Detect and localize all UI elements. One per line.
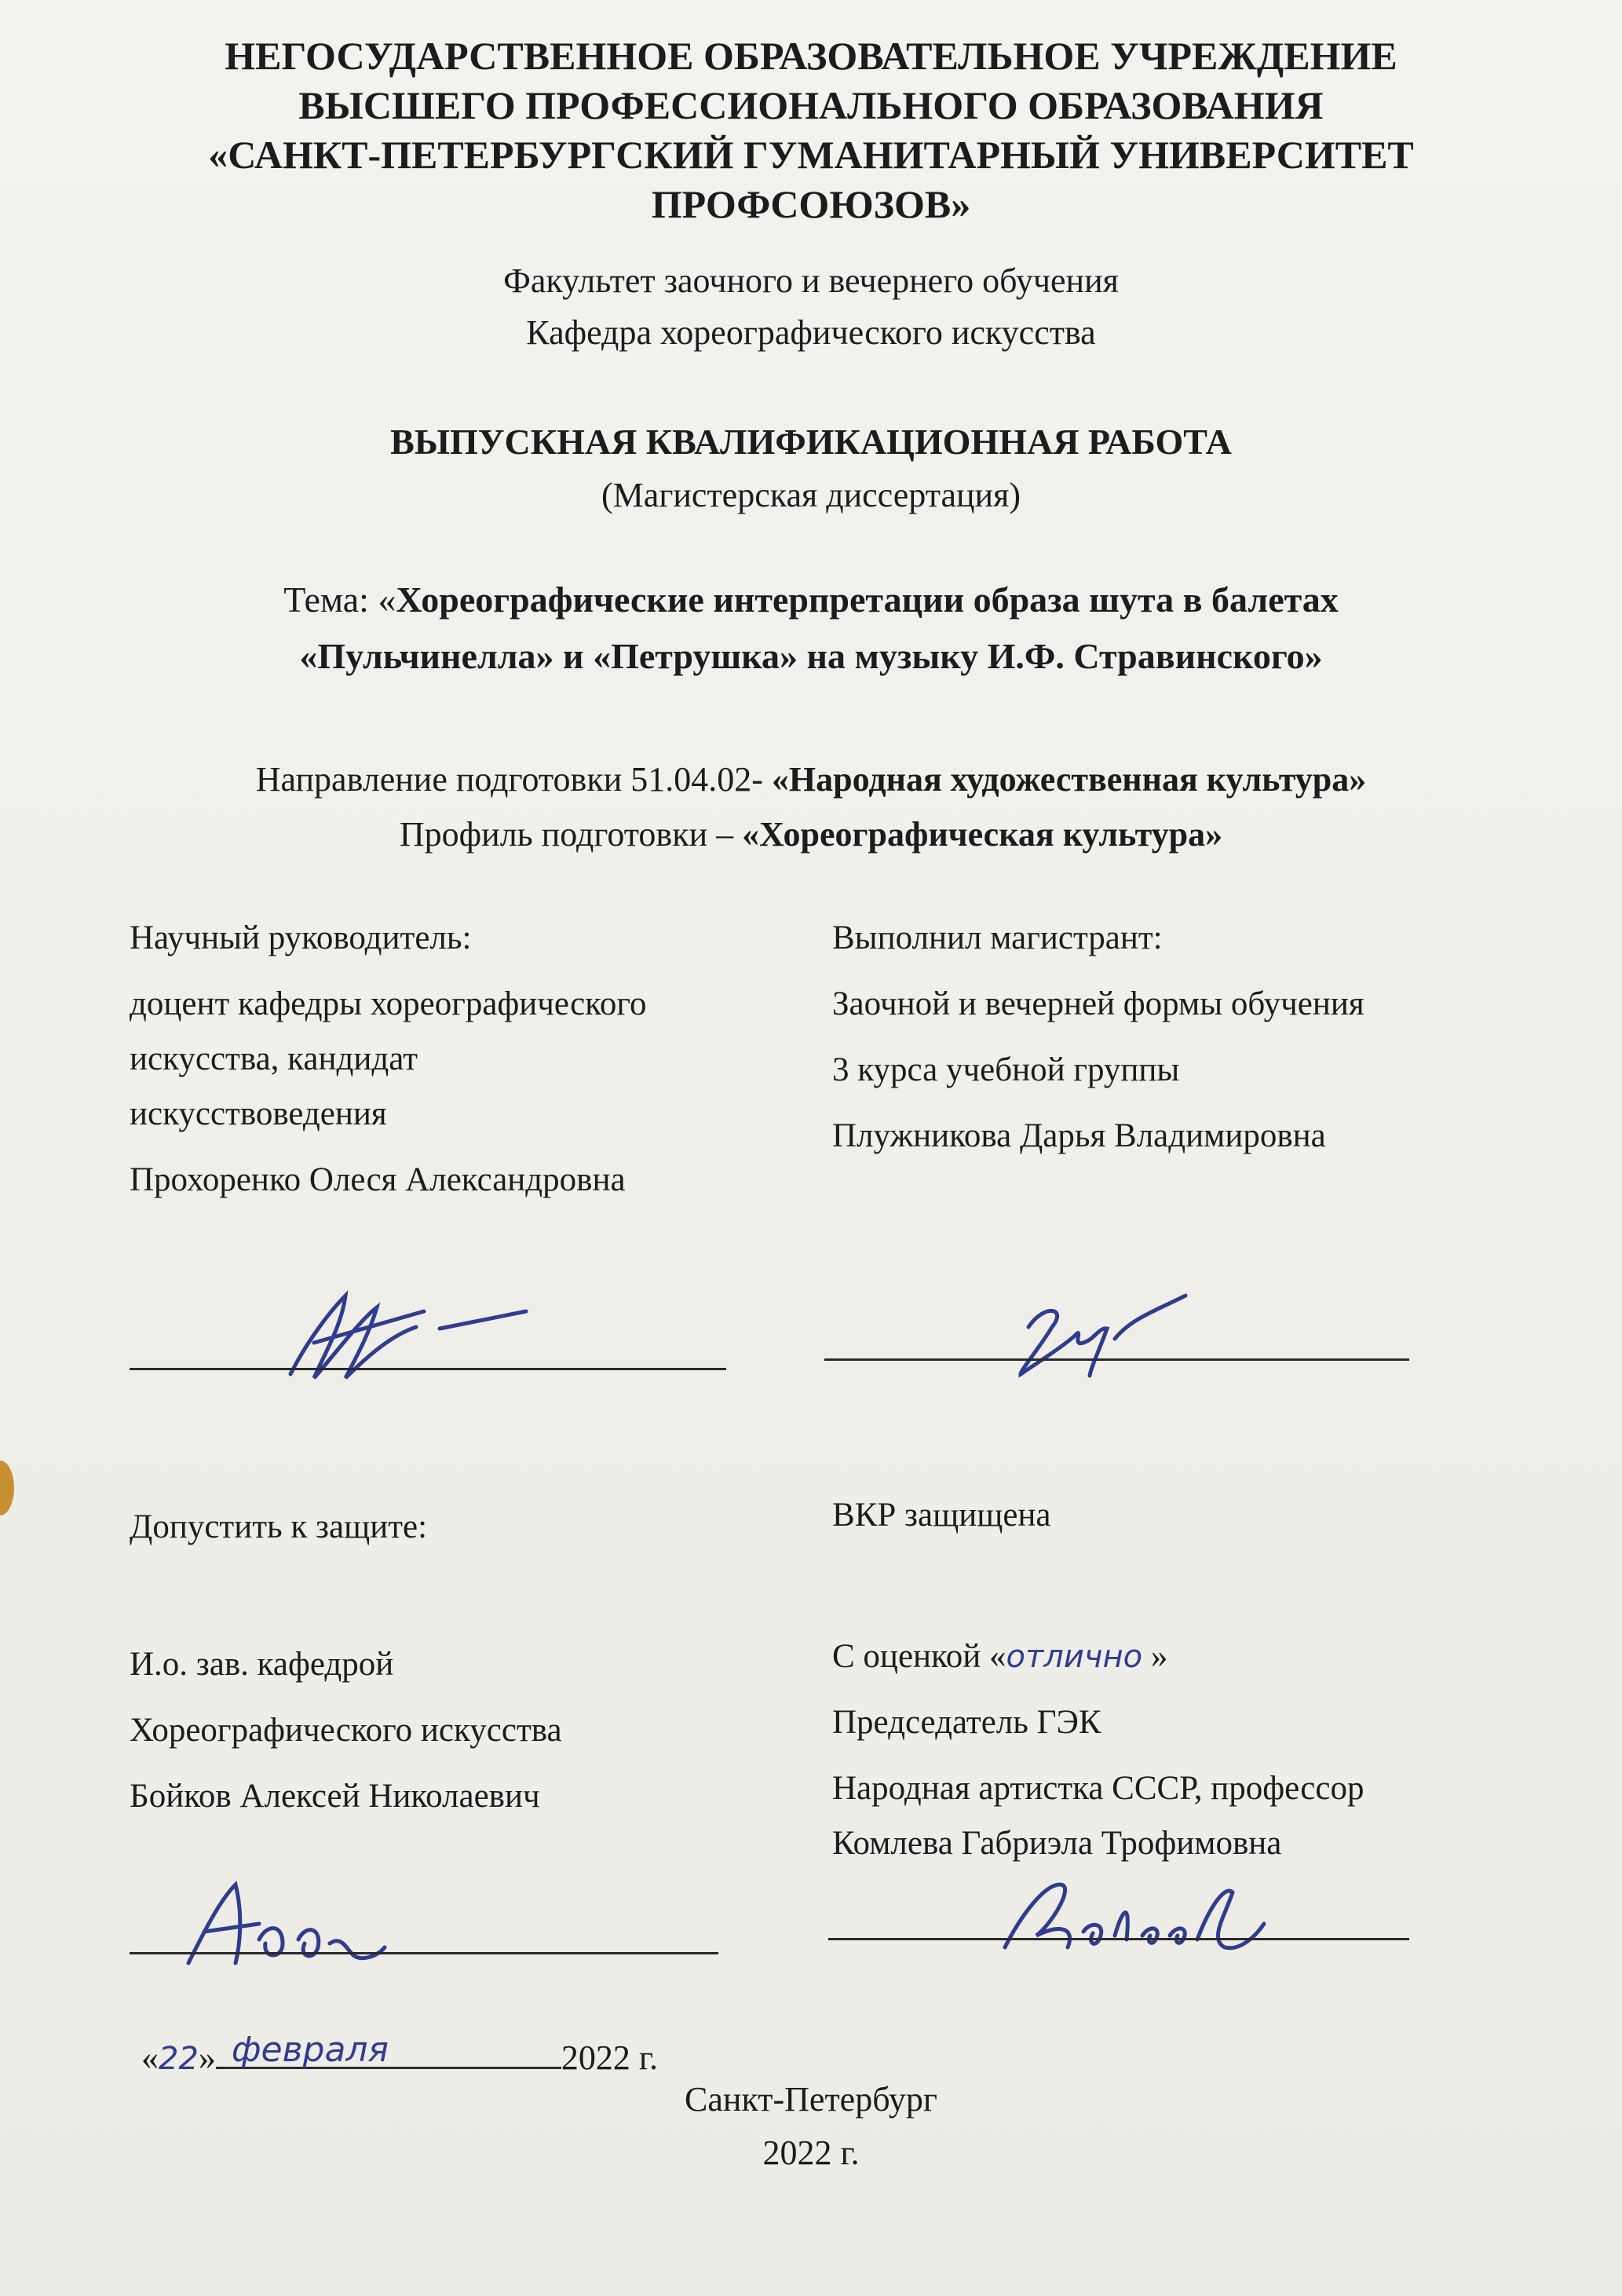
topic-prefix: Тема: «: [283, 579, 396, 620]
supervisor-signature: [267, 1280, 565, 1390]
footer-year: 2022 г.: [762, 2133, 860, 2172]
footer-block: [0, 2073, 1622, 2180]
student-signature: [997, 1280, 1201, 1390]
direction-block: [0, 752, 1622, 862]
grade-suffix: »: [1142, 1638, 1168, 1675]
admission-name: Бойков Алексей Николаевич: [130, 1778, 540, 1815]
defense-block: [832, 1488, 1051, 1543]
admission-role: И.о. зав. кафедрой: [130, 1646, 394, 1683]
header-line-3: «САНКТ-ПЕТЕРБУРГСКИЙ ГУМАНИТАРНЫЙ УНИВЕРСИТЕТ: [208, 133, 1414, 177]
supervisor-name: Прохоренко Олеся Александровна: [130, 1161, 626, 1198]
direction-label: Направление подготовки 51.04.02-: [255, 760, 772, 799]
student-form: Заочной и вечерней формы обучения: [832, 985, 1364, 1022]
supervisor-position-1: доцент кафедры хореографического: [130, 985, 647, 1022]
profile-label: Профиль подготовки –: [399, 815, 743, 854]
footer-city: Санкт-Петербург: [685, 2080, 937, 2119]
admission-label: Допустить к защите:: [130, 1508, 428, 1545]
admission-block: [130, 1500, 427, 1555]
supervisor-label: Научный руководитель:: [130, 919, 472, 956]
chair-signature-line: [828, 1938, 1409, 1940]
date-open-quote: «: [141, 2038, 159, 2077]
defense-details: [832, 1629, 1364, 1871]
student-label: Выполнил магистрант:: [832, 919, 1163, 956]
student-signature-line: [824, 1358, 1409, 1361]
admission-dept: Хореографического искусства: [130, 1712, 562, 1749]
chair-title: Народная артистка СССР, профессор: [832, 1770, 1364, 1807]
topic-line-2: [0, 628, 1622, 685]
work-subtype: (Магистерская диссертация): [601, 476, 1021, 514]
student-course: 3 курса учебной группы: [832, 1051, 1180, 1088]
supervisor-position-2: искусства, кандидат: [130, 1040, 418, 1077]
topic-line-1: [0, 572, 1622, 628]
header-line-2: ВЫСШЕГО ПРОФЕССИОНАЛЬНОГО ОБРАЗОВАНИЯ: [298, 83, 1324, 127]
header-line-4: ПРОФСОЮЗОВ»: [651, 182, 971, 226]
grade-line: [832, 1629, 1364, 1684]
topic-text-1: Хореографические интерпретации образа шута в балетах: [396, 579, 1339, 620]
grade-value: отлично: [1006, 1639, 1143, 1675]
date-year: 2022 г.: [561, 2038, 658, 2077]
header-line-1: НЕГОСУДАРСТВЕННОЕ ОБРАЗОВАТЕЛЬНОЕ УЧРЕЖДЕНИЕ: [225, 34, 1397, 78]
work-type-title: ВЫПУСКНАЯ КВАЛИФИКАЦИОННАЯ РАБОТА: [390, 422, 1232, 462]
direction-value: «Народная художественная культура»: [771, 760, 1367, 799]
chair-name: Комлева Габриэла Трофимовна: [832, 1825, 1282, 1862]
department-name: Кафедра хореографического искусства: [526, 313, 1096, 352]
edge-mark: [0, 1461, 14, 1515]
direction-line: [0, 752, 1622, 807]
profile-value: «Хореографическая культура»: [742, 815, 1223, 854]
supervisor-position-3: искусствоведения: [130, 1095, 387, 1132]
university-header: [0, 31, 1622, 229]
grade-prefix: С оценкой «: [832, 1638, 1006, 1675]
chair-signature: [989, 1861, 1288, 1971]
topic-block: [0, 572, 1622, 685]
date-day: 22: [159, 2041, 199, 2077]
faculty-block: [0, 255, 1622, 359]
supervisor-block: [130, 911, 646, 1208]
faculty-name: Факультет заочного и вечернего обучения: [503, 261, 1119, 300]
admission-signature-line: [130, 1952, 718, 1954]
date-close-quote: »: [198, 2038, 216, 2077]
student-name: Плужникова Дарья Владимировна: [832, 1117, 1326, 1154]
chair-label: Председатель ГЭК: [832, 1704, 1101, 1741]
topic-text-2: «Пульчинелла» и «Петрушка» на музыку И.Ф. Стравинского»: [299, 636, 1323, 676]
date-month: февраля: [231, 2030, 389, 2070]
admission-details: [130, 1637, 562, 1824]
supervisor-signature-line: [130, 1368, 726, 1370]
profile-line: [0, 807, 1622, 862]
month-field: [216, 2026, 561, 2069]
admission-signature: [173, 1869, 408, 1979]
defense-label: ВКР защищена: [832, 1497, 1051, 1534]
student-block: [832, 911, 1364, 1164]
